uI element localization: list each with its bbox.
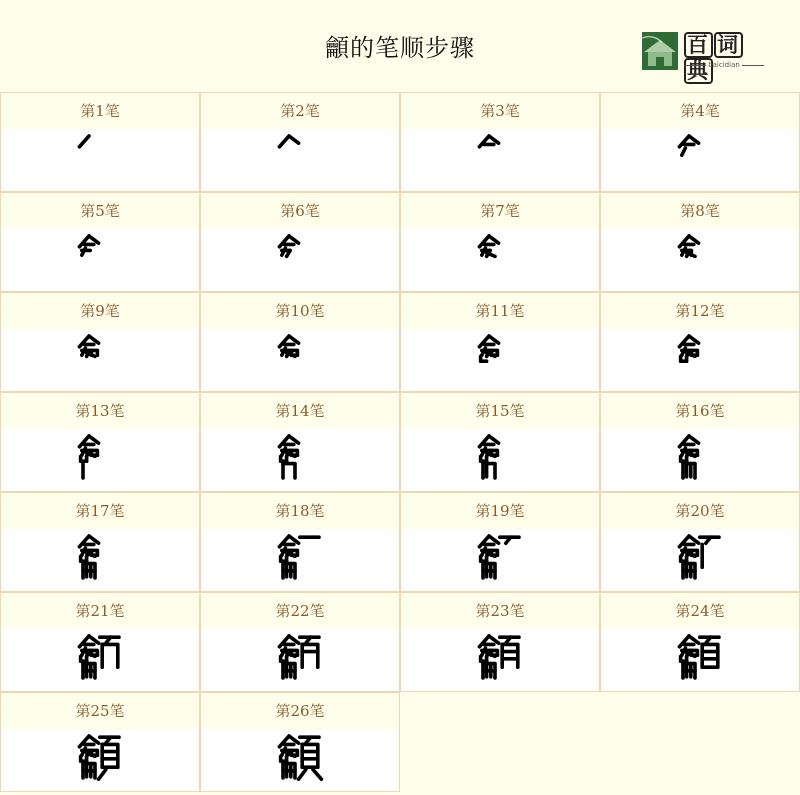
character-glyph bbox=[271, 429, 331, 491]
character-glyph bbox=[271, 629, 331, 691]
character-glyph bbox=[71, 429, 131, 491]
stroke-step-label: 第7笔 bbox=[400, 192, 600, 230]
stroke-step-canvas bbox=[200, 629, 400, 692]
stroke-step-canvas bbox=[600, 229, 800, 292]
stroke-step-cell bbox=[200, 692, 400, 792]
stroke-path bbox=[102, 644, 118, 667]
logo-subtext: baicidian bbox=[684, 61, 764, 69]
character-glyph bbox=[471, 529, 531, 591]
stroke-path bbox=[689, 436, 699, 443]
stroke-step-canvas bbox=[200, 429, 400, 492]
stroke-step-label: 第3笔 bbox=[400, 92, 600, 130]
stroke-step-label: 第1笔 bbox=[0, 92, 200, 130]
stroke-path bbox=[289, 236, 299, 243]
stroke-step-label: 第11笔 bbox=[400, 292, 600, 330]
stroke-step-canvas bbox=[400, 629, 600, 692]
stroke-path bbox=[302, 644, 318, 667]
stroke-path bbox=[89, 536, 99, 543]
character-glyph bbox=[671, 329, 731, 391]
stroke-path bbox=[302, 744, 318, 767]
stroke-path bbox=[489, 536, 499, 543]
stroke-step-canvas bbox=[0, 229, 200, 292]
stroke-path bbox=[682, 148, 686, 155]
stroke-step-label: 第9笔 bbox=[0, 292, 200, 330]
character-glyph bbox=[271, 329, 331, 391]
stroke-step-label: 第19笔 bbox=[400, 492, 600, 530]
stroke-step-label: 第17笔 bbox=[0, 492, 200, 530]
stroke-step-canvas bbox=[600, 629, 800, 692]
stroke-path bbox=[689, 536, 699, 543]
stroke-step-label: 第12笔 bbox=[600, 292, 800, 330]
stroke-step-label: 第18笔 bbox=[200, 492, 400, 530]
logo-char: 典 bbox=[684, 58, 713, 84]
stroke-step-label: 第10笔 bbox=[200, 292, 400, 330]
stroke-step-label: 第5笔 bbox=[0, 192, 200, 230]
stroke-path bbox=[313, 770, 321, 780]
stroke-step-cell bbox=[400, 92, 600, 192]
logo-char: 词 bbox=[714, 32, 743, 58]
stroke-path bbox=[689, 236, 699, 243]
character-glyph bbox=[671, 429, 731, 491]
page-header bbox=[0, 0, 800, 92]
character-glyph bbox=[471, 429, 531, 491]
stroke-step-cell bbox=[200, 192, 400, 292]
character-glyph bbox=[471, 129, 531, 191]
stroke-step-canvas bbox=[400, 529, 600, 592]
stroke-path bbox=[702, 644, 718, 667]
stroke-step-cell bbox=[0, 692, 200, 792]
page-title: 龥的笔顺步骤 bbox=[325, 34, 475, 62]
character-glyph bbox=[271, 129, 331, 191]
stroke-step-label: 第2笔 bbox=[200, 92, 400, 130]
stroke-step-cell bbox=[600, 392, 800, 492]
stroke-step-label: 第24笔 bbox=[600, 592, 800, 630]
stroke-step-cell bbox=[0, 192, 200, 292]
stroke-step-canvas bbox=[0, 129, 200, 192]
stroke-step-canvas bbox=[0, 529, 200, 592]
stroke-path bbox=[689, 336, 699, 343]
stroke-step-cell bbox=[600, 192, 800, 292]
character-glyph bbox=[71, 129, 131, 191]
character-glyph bbox=[71, 329, 131, 391]
stroke-path bbox=[489, 136, 499, 143]
stroke-step-label: 第25笔 bbox=[0, 692, 200, 730]
character-glyph bbox=[471, 329, 531, 391]
stroke-step-label: 第26笔 bbox=[200, 692, 400, 730]
stroke-step-label: 第15笔 bbox=[400, 392, 600, 430]
stroke-step-canvas bbox=[400, 129, 600, 192]
stroke-step-cell bbox=[0, 92, 200, 192]
stroke-path bbox=[289, 136, 299, 143]
stroke-step-label: 第16笔 bbox=[600, 392, 800, 430]
stroke-step-canvas bbox=[200, 529, 400, 592]
stroke-step-label: 第8笔 bbox=[600, 192, 800, 230]
stroke-path bbox=[102, 744, 118, 767]
stroke-path bbox=[489, 336, 499, 343]
character-glyph bbox=[71, 229, 131, 291]
stroke-step-label: 第20笔 bbox=[600, 492, 800, 530]
stroke-step-cell bbox=[600, 92, 800, 192]
stroke-step-cell bbox=[200, 92, 400, 192]
stroke-step-cell bbox=[0, 392, 200, 492]
stroke-step-cell bbox=[400, 192, 600, 292]
character-glyph bbox=[671, 129, 731, 191]
stroke-path bbox=[289, 436, 299, 443]
stroke-step-canvas bbox=[200, 329, 400, 392]
stroke-step-cell bbox=[0, 592, 200, 692]
character-glyph bbox=[71, 729, 131, 791]
stroke-step-cell bbox=[200, 592, 400, 692]
baicidian-logo[interactable] bbox=[642, 32, 766, 83]
stroke-step-cell bbox=[600, 492, 800, 592]
stroke-step-label: 第4笔 bbox=[600, 92, 800, 130]
stroke-path bbox=[89, 436, 99, 443]
character-glyph bbox=[671, 229, 731, 291]
stroke-step-cell bbox=[200, 292, 400, 392]
stroke-step-canvas bbox=[600, 429, 800, 492]
stroke-step-canvas bbox=[600, 529, 800, 592]
stroke-step-canvas bbox=[200, 229, 400, 292]
stroke-step-cell bbox=[600, 592, 800, 692]
character-glyph bbox=[671, 529, 731, 591]
stroke-step-cell bbox=[200, 392, 400, 492]
stroke-step-canvas bbox=[0, 729, 200, 792]
logo-char: 百 bbox=[684, 32, 713, 58]
stroke-step-cell bbox=[0, 492, 200, 592]
stroke-path bbox=[502, 644, 518, 667]
stroke-path bbox=[489, 636, 499, 643]
stroke-path bbox=[289, 336, 299, 343]
stroke-path bbox=[89, 236, 99, 243]
stroke-path bbox=[689, 636, 699, 643]
stroke-path bbox=[99, 770, 106, 780]
stroke-step-cell bbox=[400, 292, 600, 392]
stroke-step-label: 第14笔 bbox=[200, 392, 400, 430]
character-glyph bbox=[471, 229, 531, 291]
stroke-step-canvas bbox=[400, 329, 600, 392]
stroke-step-canvas bbox=[0, 429, 200, 492]
stroke-step-canvas bbox=[600, 129, 800, 192]
stroke-step-canvas bbox=[400, 429, 600, 492]
stroke-path bbox=[689, 136, 699, 143]
stroke-path bbox=[299, 770, 306, 780]
character-glyph bbox=[71, 629, 131, 691]
logo-building-icon bbox=[642, 32, 678, 70]
character-glyph bbox=[471, 629, 531, 691]
stroke-path bbox=[289, 736, 299, 743]
stroke-path bbox=[79, 136, 89, 147]
stroke-step-cell bbox=[200, 492, 400, 592]
stroke-step-cell bbox=[400, 492, 600, 592]
stroke-step-cell bbox=[400, 392, 600, 492]
stroke-step-label: 第13笔 bbox=[0, 392, 200, 430]
stroke-path bbox=[279, 136, 289, 147]
stroke-path bbox=[89, 336, 99, 343]
character-glyph bbox=[271, 229, 331, 291]
stroke-step-cell bbox=[0, 292, 200, 392]
stroke-step-canvas bbox=[200, 129, 400, 192]
logo-wordmark bbox=[684, 32, 766, 84]
stroke-step-cell bbox=[600, 292, 800, 392]
stroke-path bbox=[89, 636, 99, 643]
stroke-path bbox=[289, 636, 299, 643]
stroke-step-canvas bbox=[0, 329, 200, 392]
character-glyph bbox=[271, 529, 331, 591]
stroke-step-label: 第23笔 bbox=[400, 592, 600, 630]
stroke-step-label: 第6笔 bbox=[200, 192, 400, 230]
stroke-path bbox=[489, 436, 499, 443]
stroke-step-canvas bbox=[200, 729, 400, 792]
stroke-step-cell bbox=[400, 592, 600, 692]
stroke-path bbox=[89, 736, 99, 743]
character-glyph bbox=[271, 729, 331, 791]
stroke-path bbox=[289, 536, 299, 543]
stroke-path bbox=[489, 236, 499, 243]
stroke-step-canvas bbox=[600, 329, 800, 392]
stroke-step-label: 第22笔 bbox=[200, 592, 400, 630]
stroke-step-canvas bbox=[400, 229, 600, 292]
stroke-step-canvas bbox=[0, 629, 200, 692]
character-glyph bbox=[71, 529, 131, 591]
character-glyph bbox=[671, 629, 731, 691]
stroke-step-label: 第21笔 bbox=[0, 592, 200, 630]
